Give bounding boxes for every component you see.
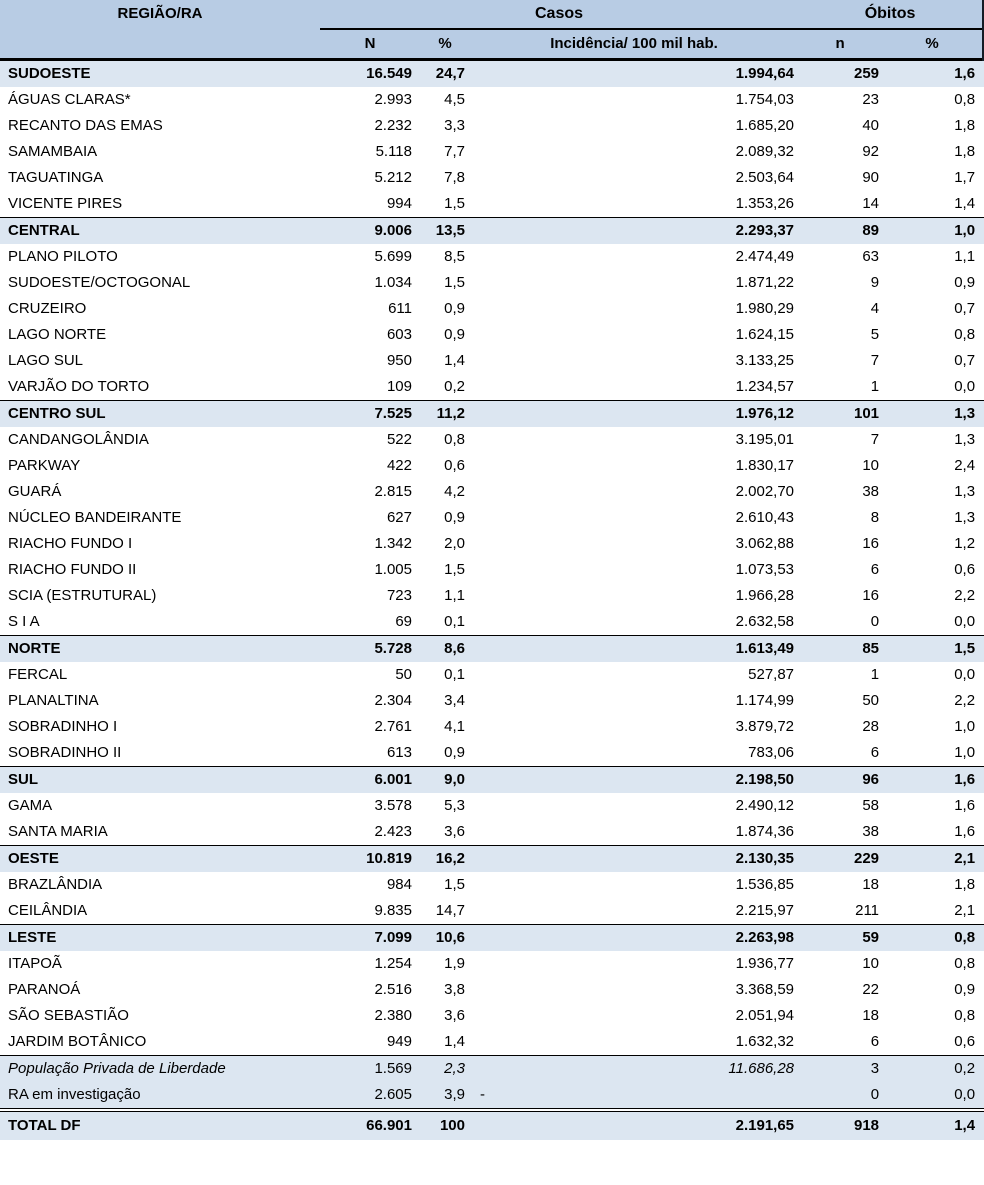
table-row (0, 898, 984, 925)
deaths-n-cell: 4 (870, 299, 880, 317)
cases-pct-cell: 10,6 (420, 925, 470, 952)
table-row (0, 846, 984, 873)
cases-n-cell: 9.006 (320, 218, 420, 245)
cases-pct-cell: 13,5 (420, 218, 470, 245)
cases-pct-cell: 3,8 (444, 980, 465, 998)
cases-n-cell: 723 (386, 586, 412, 604)
cases-pct-cell: 100 (420, 1110, 470, 1140)
cases-n-cell: 50 (395, 665, 412, 683)
cases-pct-cell: 1,4 (444, 1032, 465, 1050)
cases-pct-cell: 0,9 (444, 325, 465, 343)
region-cell: SAMAMBAIA (8, 142, 98, 160)
cases-n-cell: 522 (386, 430, 412, 448)
table-row (0, 453, 984, 479)
incidence-cell: 2.632,58 (735, 612, 795, 630)
cases-pct-cell: 0,6 (444, 456, 465, 474)
deaths-n-cell: 7 (870, 351, 880, 369)
cases-n-cell: 5.699 (374, 247, 412, 265)
table-row (0, 60, 984, 88)
table-row (0, 87, 984, 113)
region-cell: SCIA (ESTRUTURAL) (8, 586, 157, 604)
table-row (0, 374, 984, 401)
cases-pct-cell: 1,5 (444, 194, 465, 212)
table-row (0, 951, 984, 977)
deaths-pct-cell: 0,8 (882, 925, 984, 952)
deaths-n-cell: 92 (862, 142, 880, 160)
cases-pct-cell: 3,6 (444, 1006, 465, 1024)
deaths-pct-cell: 1,4 (954, 194, 976, 212)
incidence-cell: 2.503,64 (735, 168, 795, 186)
deaths-n-cell: 23 (862, 90, 880, 108)
table-row (0, 165, 984, 191)
region-cell: S I A (8, 612, 40, 630)
deaths-pct-cell: 0,0 (882, 1082, 984, 1110)
incidence-cell: 3.133,25 (735, 351, 795, 369)
incidence-cell: 1.871,22 (735, 273, 795, 291)
cases-pct-cell: 16,2 (420, 846, 470, 873)
cases-pct-cell: 2,3 (420, 1056, 470, 1083)
region-cell: VICENTE PIRES (8, 194, 123, 212)
region-cell: PLANO PILOTO (8, 247, 118, 265)
deaths-n-cell: 0 (798, 1082, 882, 1110)
deaths-n-cell: 90 (862, 168, 880, 186)
deaths-n-cell: 38 (862, 482, 880, 500)
incidence-cell: 1.976,12 (470, 401, 798, 428)
deaths-n-cell: 1 (870, 665, 880, 683)
deaths-n-cell: 918 (798, 1110, 882, 1140)
region-cell: SUL (0, 767, 320, 794)
incidence-cell: 1.874,36 (735, 822, 795, 840)
region-cell: BRAZLÂNDIA (8, 875, 103, 893)
deaths-pct-cell: 0,9 (954, 273, 976, 291)
table-row (0, 1082, 984, 1110)
region-cell: CEILÂNDIA (8, 901, 88, 919)
table-row (0, 322, 984, 348)
table-row (0, 505, 984, 531)
deaths-n-cell: 1 (870, 377, 880, 395)
deaths-pct-cell: 1,4 (882, 1110, 984, 1140)
region-cell: JARDIM BOTÂNICO (8, 1032, 147, 1050)
column-header-deaths-n: n (798, 29, 882, 60)
cases-pct-cell: 0,1 (444, 612, 465, 630)
cases-pct-cell: 0,9 (444, 508, 465, 526)
incidence-cell: 1.353,26 (735, 194, 795, 212)
deaths-n-cell: 6 (870, 560, 880, 578)
deaths-pct-cell: 1,6 (882, 767, 984, 794)
deaths-pct-cell: 1,8 (954, 875, 976, 893)
cases-n-cell: 10.819 (320, 846, 420, 873)
deaths-pct-cell: 0,6 (954, 560, 976, 578)
cases-pct-cell: 1,4 (444, 351, 465, 369)
table-row (0, 740, 984, 767)
deaths-pct-cell: 2,1 (954, 901, 976, 919)
incidence-cell: 2.089,32 (735, 142, 795, 160)
column-header-incidence: Incidência/ 100 mil hab. (470, 29, 798, 60)
deaths-pct-cell: 1,0 (954, 743, 976, 761)
deaths-pct-cell: 1,3 (954, 482, 976, 500)
cases-n-cell: 1.342 (374, 534, 412, 552)
deaths-n-cell: 14 (862, 194, 880, 212)
cases-n-cell: 949 (386, 1032, 412, 1050)
cases-n-cell: 5.118 (375, 142, 412, 160)
deaths-pct-cell: 0,0 (954, 612, 976, 630)
incidence-cell: 1.936,77 (735, 954, 795, 972)
deaths-pct-cell: 1,3 (954, 430, 976, 448)
cases-n-cell: 2.380 (374, 1006, 412, 1024)
deaths-pct-cell: 1,6 (954, 822, 976, 840)
region-cell: ITAPOÃ (8, 954, 62, 972)
deaths-n-cell: 89 (798, 218, 882, 245)
table-row (0, 296, 984, 322)
deaths-pct-cell: 0,8 (954, 90, 976, 108)
table-body (0, 60, 984, 1141)
deaths-n-cell: 40 (862, 116, 880, 134)
cases-n-cell: 994 (386, 194, 412, 212)
deaths-pct-cell: 1,3 (954, 508, 976, 526)
incidence-cell: 2.051,94 (735, 1006, 795, 1024)
column-header-cases-n: N (320, 29, 420, 60)
deaths-pct-cell: 0,0 (954, 665, 976, 683)
table-row (0, 113, 984, 139)
table-row (0, 401, 984, 428)
region-cell: LAGO SUL (8, 351, 84, 369)
region-cell: CENTRAL (0, 218, 320, 245)
table-row (0, 636, 984, 663)
cases-n-cell: 1.254 (374, 954, 412, 972)
deaths-pct-cell: 2,2 (954, 586, 976, 604)
cases-n-cell: 2.516 (374, 980, 412, 998)
table-row (0, 270, 984, 296)
deaths-pct-cell: 2,1 (882, 846, 984, 873)
group-header-row (0, 0, 984, 29)
region-cell: NORTE (0, 636, 320, 663)
table-row (0, 977, 984, 1003)
region-cell: RIACHO FUNDO II (8, 560, 137, 578)
incidence-cell: - (470, 1082, 798, 1110)
deaths-pct-cell: 1,8 (954, 116, 976, 134)
deaths-n-cell: 18 (862, 1006, 880, 1024)
cases-pct-cell: 0,9 (444, 299, 465, 317)
deaths-pct-cell: 0,9 (954, 980, 976, 998)
cases-pct-cell: 3,3 (444, 116, 465, 134)
region-cell: GAMA (8, 796, 53, 814)
incidence-cell: 3.879,72 (735, 717, 795, 735)
deaths-pct-cell: 0,6 (954, 1032, 976, 1050)
column-group-obitos: Óbitos (798, 0, 984, 29)
table-row (0, 191, 984, 218)
column-header-deaths-pct: % (882, 29, 984, 60)
region-cell: SOBRADINHO I (8, 717, 118, 735)
cases-n-cell: 1.569 (320, 1056, 420, 1083)
region-cell: GUARÁ (8, 482, 62, 500)
deaths-pct-cell: 1,0 (954, 717, 976, 735)
table-row (0, 557, 984, 583)
region-cell: SANTA MARIA (8, 822, 108, 840)
cases-n-cell: 6.001 (320, 767, 420, 794)
deaths-pct-cell: 0,7 (954, 351, 976, 369)
table-row (0, 1110, 984, 1140)
deaths-pct-cell: 1,6 (882, 60, 984, 88)
deaths-pct-cell: 0,8 (954, 325, 976, 343)
cases-n-cell: 7.099 (320, 925, 420, 952)
incidence-cell: 2.198,50 (470, 767, 798, 794)
deaths-pct-cell: 1,2 (954, 534, 976, 552)
deaths-pct-cell: 0,8 (954, 954, 976, 972)
cases-pct-cell: 3,6 (444, 822, 465, 840)
deaths-n-cell: 259 (798, 60, 882, 88)
table-row (0, 1056, 984, 1083)
incidence-cell: 1.234,57 (735, 377, 795, 395)
deaths-pct-cell: 1,5 (882, 636, 984, 663)
cases-pct-cell: 0,8 (444, 430, 465, 448)
cases-n-cell: 422 (386, 456, 412, 474)
cases-n-cell: 5.728 (320, 636, 420, 663)
cases-pct-cell: 3,4 (444, 691, 465, 709)
cases-n-cell: 611 (388, 299, 412, 317)
cases-n-cell: 2.304 (374, 691, 412, 709)
deaths-n-cell: 10 (862, 456, 880, 474)
region-cell: LESTE (0, 925, 320, 952)
table-row (0, 1029, 984, 1056)
incidence-cell: 1.754,03 (735, 90, 795, 108)
column-header-region: REGIÃO/RA (0, 0, 320, 60)
cases-n-cell: 2.232 (374, 116, 412, 134)
deaths-n-cell: 50 (862, 691, 880, 709)
incidence-cell: 3.195,01 (735, 430, 795, 448)
cases-pct-cell: 4,5 (444, 90, 465, 108)
incidence-cell: 3.062,88 (735, 534, 795, 552)
cases-n-cell: 2.605 (320, 1082, 420, 1110)
table-row (0, 218, 984, 245)
table-row (0, 348, 984, 374)
incidence-cell: 1.613,49 (470, 636, 798, 663)
cases-n-cell: 7.525 (320, 401, 420, 428)
deaths-n-cell: 38 (862, 822, 880, 840)
table-header (0, 0, 984, 60)
cases-pct-cell: 7,8 (444, 168, 465, 186)
deaths-n-cell: 0 (870, 612, 880, 630)
cases-pct-cell: 8,6 (420, 636, 470, 663)
incidence-cell: 1.632,32 (735, 1032, 795, 1050)
deaths-pct-cell: 0,7 (954, 299, 976, 317)
incidence-cell: 2.474,49 (735, 247, 795, 265)
deaths-pct-cell: 1,7 (954, 168, 976, 186)
cases-n-cell: 950 (386, 351, 412, 369)
deaths-n-cell: 16 (862, 586, 880, 604)
cases-n-cell: 984 (386, 875, 412, 893)
deaths-pct-cell: 0,8 (954, 1006, 976, 1024)
incidence-cell: 1.174,99 (735, 691, 795, 709)
region-cell: VARJÃO DO TORTO (8, 377, 150, 395)
cases-pct-cell: 4,2 (444, 482, 465, 500)
deaths-n-cell: 5 (870, 325, 880, 343)
incidence-cell: 3.368,59 (735, 980, 795, 998)
region-cell: OESTE (0, 846, 320, 873)
table-row (0, 662, 984, 688)
deaths-pct-cell: 1,8 (954, 142, 976, 160)
deaths-n-cell: 7 (870, 430, 880, 448)
cases-n-cell: 613 (386, 743, 412, 761)
incidence-cell: 1.994,64 (470, 60, 798, 88)
region-cell: CANDANGOLÂNDIA (8, 430, 149, 448)
incidence-cell: 1.966,28 (735, 586, 795, 604)
cases-n-cell: 2.423 (374, 822, 412, 840)
deaths-n-cell: 22 (862, 980, 880, 998)
region-cell: RECANTO DAS EMAS (8, 116, 163, 134)
incidence-cell: 783,06 (748, 743, 795, 761)
deaths-n-cell: 96 (798, 767, 882, 794)
incidence-cell: 1.685,20 (735, 116, 795, 134)
incidence-cell: 2.610,43 (735, 508, 795, 526)
incidence-cell: 1.980,29 (735, 299, 795, 317)
deaths-n-cell: 8 (870, 508, 880, 526)
cases-n-cell: 2.815 (374, 482, 412, 500)
cases-n-cell: 627 (386, 508, 412, 526)
cases-n-cell: 66.901 (320, 1110, 420, 1140)
deaths-n-cell: 229 (798, 846, 882, 873)
table-row (0, 767, 984, 794)
cases-n-cell: 1.005 (374, 560, 412, 578)
cases-pct-cell: 9,0 (420, 767, 470, 794)
region-cell: PARKWAY (8, 456, 81, 474)
incidence-cell: 2.490,12 (735, 796, 795, 814)
region-cell: ÁGUAS CLARAS* (8, 90, 131, 108)
deaths-n-cell: 211 (855, 901, 880, 919)
cases-n-cell: 5.212 (374, 168, 412, 186)
cases-n-cell: 109 (386, 377, 412, 395)
incidence-cell: 2.002,70 (735, 482, 795, 500)
deaths-pct-cell: 0,2 (882, 1056, 984, 1083)
deaths-n-cell: 16 (862, 534, 880, 552)
region-cell: PARANOÁ (8, 980, 81, 998)
deaths-n-cell: 101 (798, 401, 882, 428)
incidence-cell: 527,87 (748, 665, 795, 683)
deaths-n-cell: 63 (862, 247, 880, 265)
deaths-pct-cell: 1,6 (954, 796, 976, 814)
cases-pct-cell: 5,3 (444, 796, 465, 814)
cases-pct-cell: 1,5 (444, 273, 465, 291)
cases-pct-cell: 0,2 (444, 377, 465, 395)
cases-n-cell: 1.034 (374, 273, 412, 291)
incidence-cell: 1.830,17 (735, 456, 795, 474)
incidence-cell: 1.536,85 (735, 875, 795, 893)
incidence-cell: 2.130,35 (470, 846, 798, 873)
incidence-cell: 11.686,28 (470, 1056, 798, 1083)
table-row (0, 583, 984, 609)
region-cell: RA em investigação (0, 1082, 320, 1110)
incidence-cell: 2.293,37 (470, 218, 798, 245)
table-row (0, 609, 984, 636)
cases-n-cell: 16.549 (320, 60, 420, 88)
region-cell: PLANALTINA (8, 691, 99, 709)
region-cell: RIACHO FUNDO I (8, 534, 133, 552)
cases-pct-cell: 0,1 (444, 665, 465, 683)
region-cell: CENTRO SUL (0, 401, 320, 428)
deaths-pct-cell: 1,3 (882, 401, 984, 428)
table-row (0, 872, 984, 898)
deaths-pct-cell: 1,0 (882, 218, 984, 245)
cases-pct-cell: 14,7 (435, 901, 465, 919)
region-cell: SÃO SEBASTIÃO (8, 1006, 129, 1024)
table-row (0, 1003, 984, 1029)
table-row (0, 139, 984, 165)
region-cell: TAGUATINGA (8, 168, 104, 186)
cases-pct-cell: 4,1 (444, 717, 465, 735)
column-group-casos: Casos (320, 0, 798, 29)
cases-n-cell: 603 (386, 325, 412, 343)
deaths-n-cell: 3 (798, 1056, 882, 1083)
deaths-n-cell: 10 (862, 954, 880, 972)
table-row (0, 793, 984, 819)
deaths-n-cell: 9 (870, 273, 880, 291)
deaths-n-cell: 18 (862, 875, 880, 893)
deaths-n-cell: 6 (870, 1032, 880, 1050)
table-row (0, 819, 984, 846)
incidence-cell: 2.263,98 (470, 925, 798, 952)
cases-n-cell: 3.578 (374, 796, 412, 814)
cases-n-cell: 9.835 (374, 901, 412, 919)
cases-pct-cell: 7,7 (444, 142, 465, 160)
region-cell: TOTAL DF (0, 1110, 320, 1140)
cases-pct-cell: 0,9 (444, 743, 465, 761)
deaths-n-cell: 58 (862, 796, 880, 814)
region-cell: SUDOESTE/OCTOGONAL (8, 273, 191, 291)
cases-pct-cell: 1,1 (444, 586, 465, 604)
cases-pct-cell: 24,7 (420, 60, 470, 88)
region-cell: CRUZEIRO (8, 299, 87, 317)
region-cell: População Privada de Liberdade (0, 1056, 320, 1083)
cases-n-cell: 2.761 (374, 717, 412, 735)
cases-n-cell: 2.993 (374, 90, 412, 108)
deaths-n-cell: 6 (870, 743, 880, 761)
incidence-cell: 2.215,97 (735, 901, 795, 919)
cases-n-cell: 69 (395, 612, 412, 630)
incidence-cell: 1.073,53 (735, 560, 795, 578)
region-cell: NÚCLEO BANDEIRANTE (8, 508, 182, 526)
region-cell: SUDOESTE (0, 60, 320, 88)
deaths-pct-cell: 2,4 (954, 456, 976, 474)
incidence-cell: 1.624,15 (735, 325, 795, 343)
cases-pct-cell: 1,9 (444, 954, 465, 972)
cases-pct-cell: 8,5 (444, 247, 465, 265)
table-row (0, 714, 984, 740)
incidence-cell: 2.191,65 (470, 1110, 798, 1140)
table-row (0, 688, 984, 714)
deaths-pct-cell: 1,1 (954, 247, 976, 265)
deaths-n-cell: 85 (798, 636, 882, 663)
table-row (0, 479, 984, 505)
table-row (0, 925, 984, 952)
region-cell: LAGO NORTE (8, 325, 107, 343)
cases-pct-cell: 1,5 (444, 875, 465, 893)
cases-pct-cell: 11,2 (420, 401, 470, 428)
deaths-pct-cell: 0,0 (954, 377, 976, 395)
cases-pct-cell: 2,0 (444, 534, 465, 552)
region-cell: FERCAL (8, 665, 68, 683)
cases-pct-cell: 1,5 (444, 560, 465, 578)
column-header-cases-pct: % (420, 29, 470, 60)
deaths-pct-cell: 2,2 (954, 691, 976, 709)
table-row (0, 427, 984, 453)
deaths-n-cell: 59 (798, 925, 882, 952)
table-row (0, 531, 984, 557)
deaths-n-cell: 28 (862, 717, 880, 735)
table-row (0, 244, 984, 270)
region-cell: SOBRADINHO II (8, 743, 122, 761)
cases-pct-cell: 3,9 (420, 1082, 470, 1110)
